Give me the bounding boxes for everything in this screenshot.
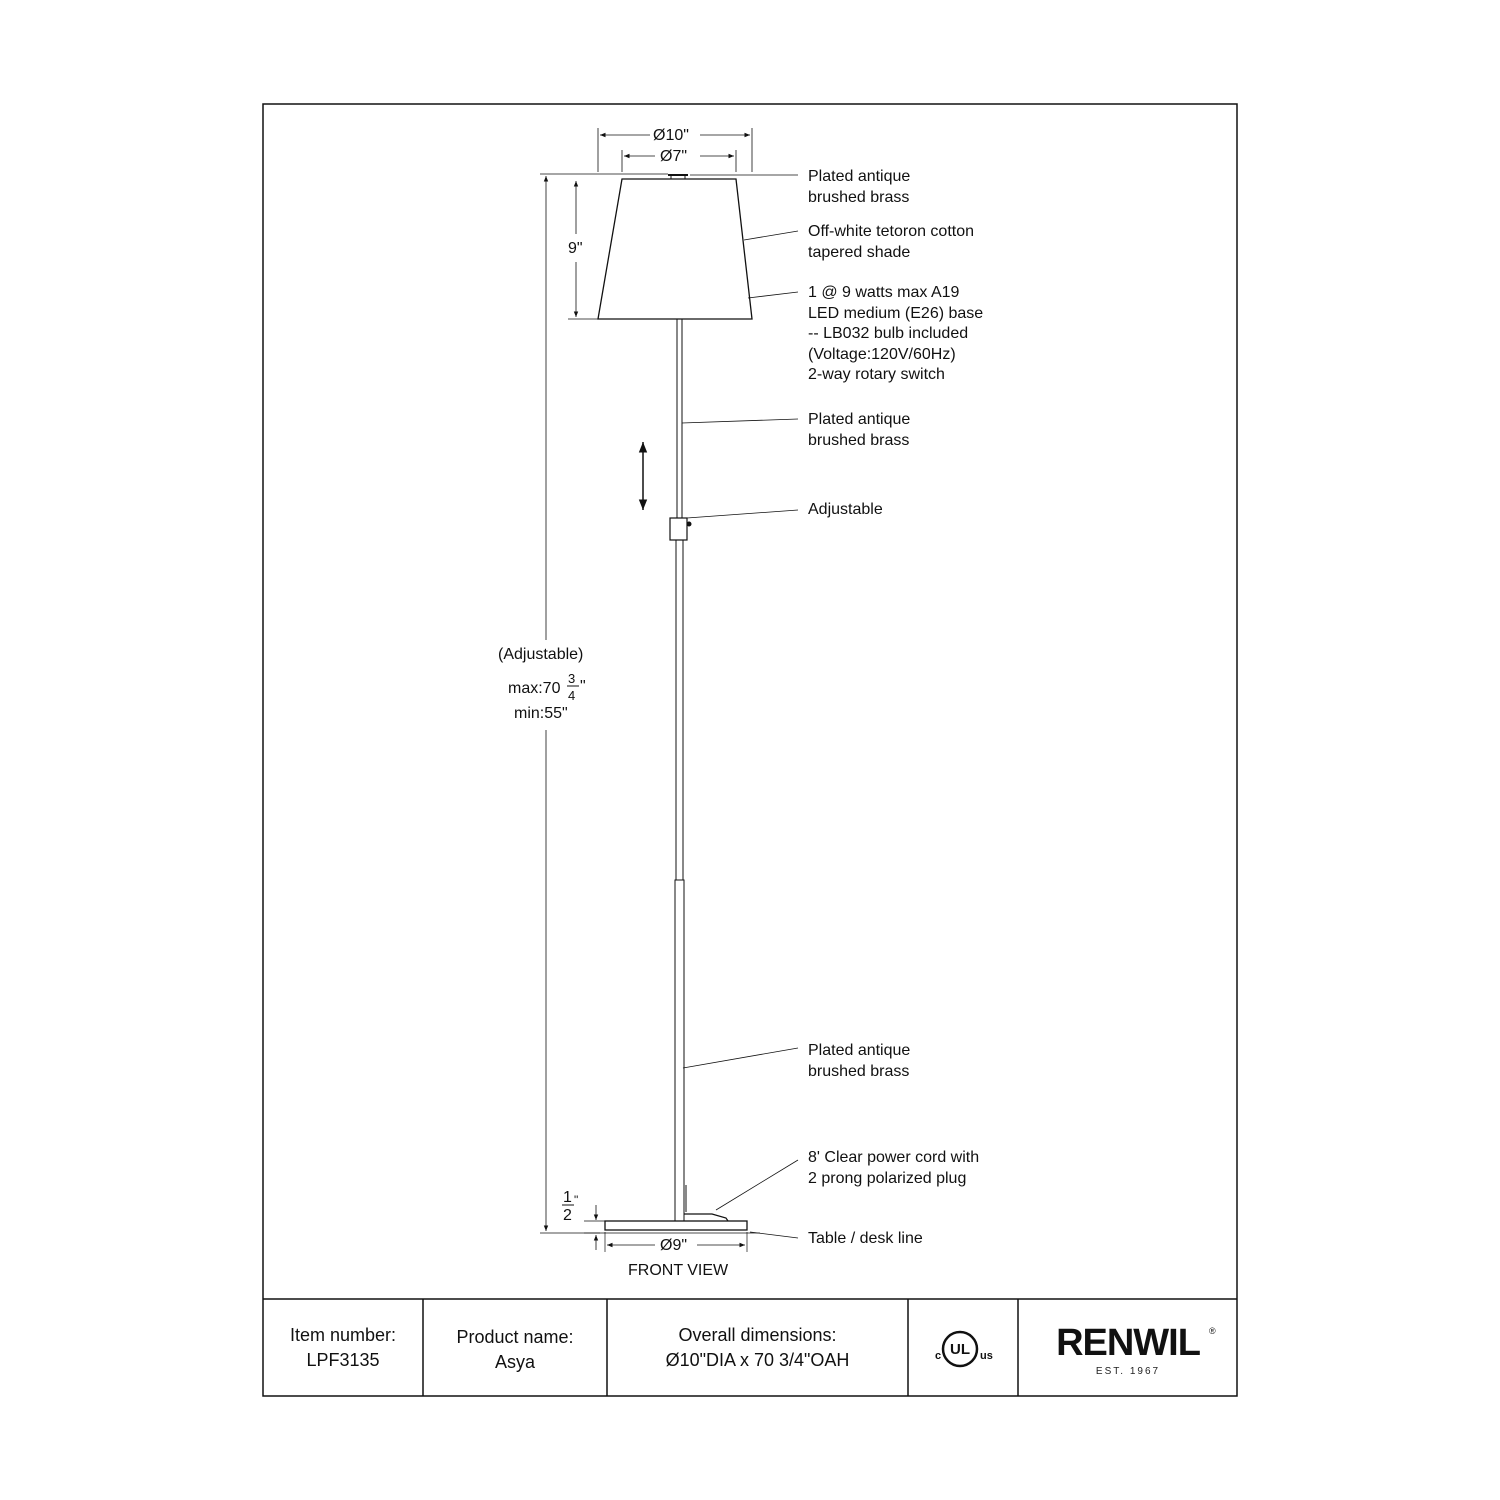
callout-lower-stem: Plated antique brushed brass [808, 1042, 911, 1080]
max-height-numerator: 3 [568, 671, 576, 686]
power-cord [684, 1214, 728, 1221]
brand-logo: RENWIL [1056, 1322, 1200, 1364]
overall-dimensions-cell [607, 1323, 908, 1373]
callout-upper-stem: Plated antique brushed brass [808, 411, 911, 449]
base-height-numerator: 1 [563, 1189, 572, 1206]
cert-ul: UL [950, 1341, 970, 1358]
brand-registered-mark: ® [1209, 1326, 1216, 1336]
shade-height: 9" [568, 240, 583, 257]
min-height: min:55" [514, 705, 568, 722]
lower-stem [676, 540, 683, 880]
callout-power-cord: 8' Clear power cord with 2 prong polarized plug [808, 1149, 980, 1187]
item-number-value: LPF3135 [306, 1350, 380, 1370]
callout-finial: Plated antique brushed brass [808, 168, 911, 206]
upper-stem [677, 319, 682, 518]
callout-table-line: Table / desk line [808, 1230, 923, 1247]
product-name-cell [423, 1325, 607, 1375]
lamp-base [605, 1221, 747, 1230]
shade-bottom-diameter: Ø10" [653, 127, 689, 144]
shade-top-diameter: Ø7" [660, 148, 688, 165]
max-height-unit: " [580, 678, 586, 695]
cert-c: c [935, 1350, 942, 1362]
base-diameter: Ø9" [660, 1237, 688, 1254]
overall-dimensions-value: Ø10"DIA x 70 3/4"OAH [665, 1350, 850, 1370]
callout-shade: Off-white tetoron cotton tapered shade [808, 223, 975, 261]
adjustment-collar [670, 518, 687, 540]
adjustable-height-label: (Adjustable) [498, 646, 584, 663]
item-number-label: Item number: [289, 1325, 397, 1345]
stem-base-section [675, 880, 684, 1221]
callout-adjustable: Adjustable [808, 501, 883, 518]
lamp-shade [598, 179, 752, 319]
product-name-value: Asya [494, 1352, 536, 1372]
base-height-denominator: 2 [563, 1207, 572, 1224]
max-height-denominator: 4 [568, 688, 576, 703]
product-name-label: Product name: [456, 1327, 574, 1347]
max-height-prefix: max:70 [508, 680, 561, 697]
view-label: FRONT VIEW [628, 1262, 729, 1279]
adjustment-knob [687, 522, 692, 527]
brand-established: EST. 1967 [1095, 1366, 1161, 1377]
item-number-cell [263, 1323, 423, 1373]
base-height-unit: " [574, 1193, 579, 1207]
overall-dimensions-label: Overall dimensions: [678, 1325, 837, 1345]
cert-us: us [980, 1350, 993, 1362]
callout-bulb: 1 @ 9 watts max A19 LED medium (E26) base -- LB032 bulb included (Voltage:120V/60Hz) 2-way rotary switch [808, 284, 984, 383]
